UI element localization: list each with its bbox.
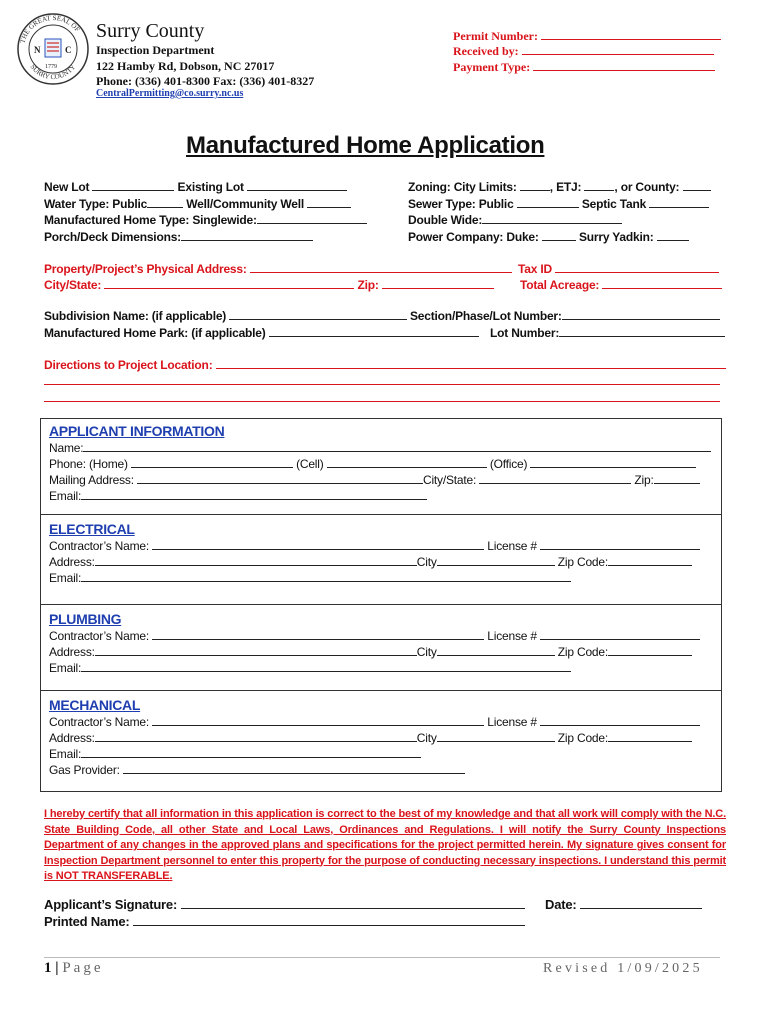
gas-provider-field[interactable]: Gas Provider: — [49, 763, 465, 777]
payment-type-field[interactable]: Payment Type: — [453, 60, 715, 75]
electrical-contractor-field[interactable]: Contractor’s Name: License # — [49, 539, 700, 553]
mechanical-section-title: MECHANICAL — [49, 697, 141, 713]
certification-statement: I hereby certify that all information in this application is correct to the best of my knowledge and that all work will comply with the N.C. State Building Code, all other State and Local Laws, Ordinances and Regulations. I will notify the Surry County Inspections Department of any changes in the approved plans and specifications for the project permitted herein. My signature gives consent for Inspection Department personnel to enter this property for the purpose of conducting necessary inspections. I understand this permit is NOT TRANSFERABLE. — [44, 808, 726, 882]
lot-number-field[interactable]: Lot Number: — [490, 326, 725, 340]
electrical-section-title: ELECTRICAL — [49, 521, 135, 537]
applicant-signature-field[interactable]: Applicant’s Signature: — [44, 897, 525, 912]
page-title: Manufactured Home Application — [186, 132, 545, 159]
printed-name-field[interactable]: Printed Name: — [44, 914, 525, 929]
directions-line-3[interactable] — [44, 401, 720, 402]
revision-date: Revised 1/09/2025 — [543, 961, 703, 976]
mechanical-address-field[interactable]: Address: City Zip Code: — [49, 731, 692, 745]
plumbing-section-title: PLUMBING — [49, 611, 122, 627]
directions-line-2[interactable] — [44, 384, 720, 385]
directions-field[interactable]: Directions to Project Location: — [44, 358, 726, 372]
double-wide-row[interactable]: Double Wide: — [408, 213, 622, 227]
seal-bottom-text: SURRY COUNTY — [28, 62, 78, 82]
seal-c: C — [65, 45, 72, 55]
tax-id-field[interactable]: Tax ID — [518, 262, 719, 276]
page-number: 1 | Page — [44, 960, 104, 976]
department-phone-fax: Phone: (336) 401-8300 Fax: (336) 401-8327 — [96, 74, 315, 88]
received-by-field[interactable]: Received by: — [453, 44, 714, 59]
mechanical-contractor-field[interactable]: Contractor’s Name: License # — [49, 715, 700, 729]
seal-top-text: THE GREAT SEAL OF — [18, 13, 82, 45]
porch-deck-row[interactable]: Porch/Deck Dimensions: — [44, 230, 313, 244]
applicant-section — [40, 418, 722, 515]
mechanical-email-field[interactable]: Email: — [49, 747, 421, 761]
date-field[interactable]: Date: — [545, 897, 702, 912]
plumbing-contractor-field[interactable]: Contractor’s Name: License # — [49, 629, 700, 643]
home-park-field[interactable]: Manufactured Home Park: (if applicable) — [44, 326, 479, 340]
property-address-field[interactable]: Property/Project’s Physical Address: — [44, 262, 512, 276]
plumbing-address-field[interactable]: Address: City Zip Code: — [49, 645, 692, 659]
footer-divider — [44, 957, 720, 958]
home-type-row[interactable]: Manufactured Home Type: Singlewide: — [44, 213, 367, 227]
applicant-mailing-field[interactable]: Mailing Address: City/State: Zip: — [49, 473, 700, 487]
plumbing-section — [40, 604, 722, 691]
electrical-email-field[interactable]: Email: — [49, 571, 571, 585]
seal-n: N — [34, 45, 41, 55]
county-name: Surry County — [96, 20, 205, 42]
applicant-email-field[interactable]: Email: — [49, 489, 427, 503]
total-acreage-field[interactable]: Total Acreage: — [520, 278, 722, 292]
power-company-row[interactable]: Power Company: Duke: Surry Yadkin: — [408, 230, 689, 244]
plumbing-email-field[interactable]: Email: — [49, 661, 571, 675]
department-email-link[interactable]: CentralPermitting@co.surry.nc.us — [96, 88, 244, 99]
applicant-section-title: APPLICANT INFORMATION — [49, 423, 225, 439]
county-seal — [16, 12, 90, 86]
department-name: Inspection Department — [96, 43, 215, 57]
seal-year: 1779 — [45, 64, 57, 70]
applicant-phone-field[interactable]: Phone: (Home) (Cell) (Office) — [49, 457, 696, 471]
applicant-name-field[interactable]: Name: — [49, 441, 711, 455]
water-type-row[interactable]: Water Type: Public Well/Community Well — [44, 197, 351, 211]
subdivision-name-field[interactable]: Subdivision Name: (if applicable) — [44, 309, 407, 323]
city-state-field[interactable]: City/State: Zip: — [44, 278, 494, 292]
zoning-row[interactable]: Zoning: City Limits: , ETJ: , or County: — [408, 180, 711, 194]
electrical-section — [40, 514, 722, 605]
sewer-type-row[interactable]: Sewer Type: Public Septic Tank — [408, 197, 709, 211]
section-lot-field[interactable]: Section/Phase/Lot Number: — [410, 309, 720, 323]
mechanical-section — [40, 690, 722, 792]
permit-number-field[interactable]: Permit Number: — [453, 29, 721, 44]
electrical-address-field[interactable]: Address: City Zip Code: — [49, 555, 692, 569]
lot-type-row[interactable]: New Lot Existing Lot — [44, 180, 347, 194]
department-address: 122 Hamby Rd, Dobson, NC 27017 — [96, 59, 275, 73]
